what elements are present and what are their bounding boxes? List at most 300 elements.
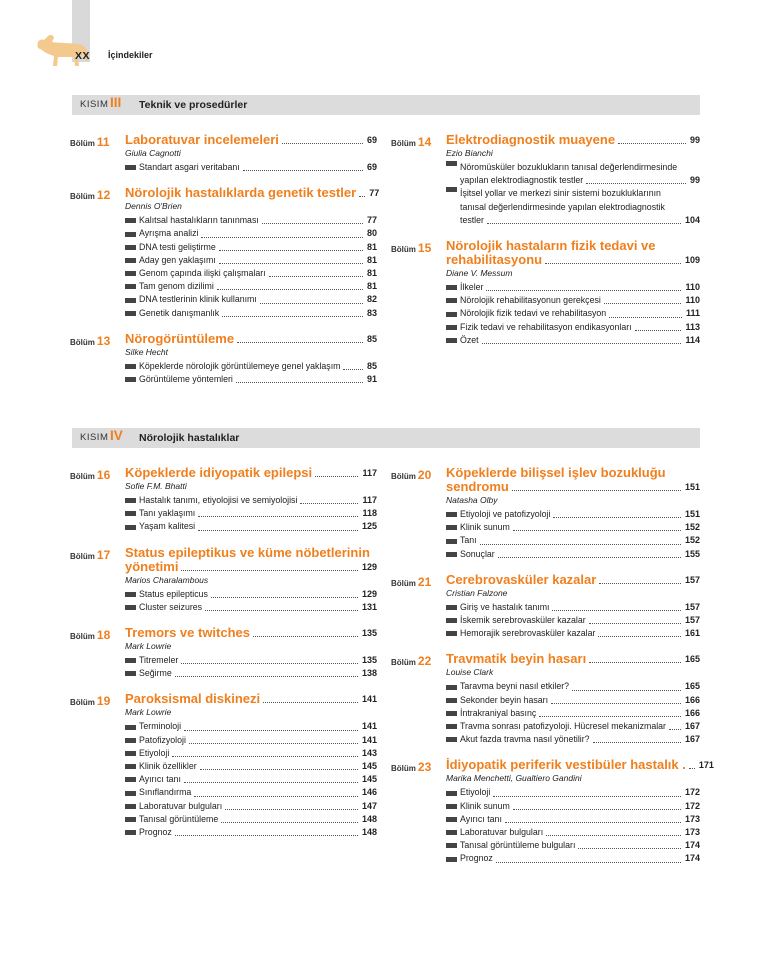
bullet-icon bbox=[125, 525, 136, 530]
entry-text: Patofizyoloji bbox=[139, 734, 186, 745]
entry-page: 166 bbox=[684, 694, 700, 705]
toc-entry bbox=[446, 839, 700, 852]
entry-page: 80 bbox=[366, 228, 377, 239]
chapter-title-text: Paroksismal diskinezi bbox=[125, 691, 261, 707]
leader-dots bbox=[219, 263, 363, 264]
chapter bbox=[391, 757, 714, 865]
entry-page: 155 bbox=[684, 548, 700, 559]
toc-entry bbox=[125, 800, 377, 813]
chapter-page: 151 bbox=[684, 482, 700, 492]
chapter-author: Natasha Olby bbox=[446, 495, 498, 505]
leader-dots bbox=[175, 835, 358, 836]
leader-dots bbox=[593, 742, 681, 743]
chapter-word: Bölüm bbox=[70, 337, 95, 347]
entry-text: Terminoloji bbox=[139, 721, 182, 732]
entry-page: 69 bbox=[366, 162, 377, 172]
chapter-number: 14 bbox=[417, 135, 432, 149]
entry-page: 138 bbox=[361, 668, 377, 679]
part-label: KISIM bbox=[80, 432, 109, 443]
toc-entry bbox=[446, 680, 700, 693]
toc-entry bbox=[125, 588, 377, 601]
leader-dots bbox=[211, 597, 358, 598]
toc-entry bbox=[446, 521, 700, 534]
chapter-number: 23 bbox=[417, 760, 432, 775]
leader-dots bbox=[175, 676, 358, 677]
entry-text: Genetik danışmanlık bbox=[139, 307, 220, 318]
toc-entry bbox=[125, 161, 377, 174]
bullet-icon bbox=[446, 285, 457, 290]
chapter-number: 21 bbox=[417, 574, 432, 589]
entry-text: İskemik serebrovasküler kazalar bbox=[460, 615, 586, 626]
entry-page: 85 bbox=[366, 360, 377, 371]
leader-dots bbox=[194, 796, 358, 797]
entry-page: 172 bbox=[684, 800, 700, 811]
bullet-icon bbox=[125, 218, 136, 223]
entry-text: Giriş ve hastalık tanımı bbox=[460, 601, 550, 612]
chapter-title bbox=[125, 560, 377, 574]
toc-entry bbox=[125, 360, 377, 373]
entry-page: 165 bbox=[684, 681, 700, 692]
chapter-word: Bölüm bbox=[70, 192, 95, 202]
entry-text: Klinik sunum bbox=[460, 800, 510, 811]
leader-dots bbox=[505, 822, 681, 823]
entry-page: 174 bbox=[684, 840, 700, 851]
chapter-title bbox=[446, 573, 700, 587]
entry-page: 81 bbox=[366, 241, 377, 252]
bullet-icon bbox=[125, 817, 136, 822]
toc-entry bbox=[125, 307, 377, 320]
chapter-number: 12 bbox=[96, 188, 111, 203]
chapter-page: 157 bbox=[684, 574, 700, 585]
toc-entry bbox=[125, 760, 377, 773]
chapter-title-text: Köpeklerde idiyopatik epilepsi bbox=[125, 465, 313, 480]
entry-page: 141 bbox=[361, 721, 377, 732]
chapter-page: 171 bbox=[698, 760, 714, 771]
toc-entry bbox=[125, 227, 377, 240]
chapter-page: 129 bbox=[361, 561, 377, 572]
bullet-icon bbox=[446, 698, 457, 703]
chapter-title-text: Nörolojik hastalıklarda genetik testler bbox=[125, 185, 357, 201]
entry-page: 152 bbox=[684, 535, 700, 546]
bullet-icon bbox=[446, 737, 457, 742]
leader-dots bbox=[184, 730, 358, 731]
entry-page: 110 bbox=[685, 282, 700, 293]
chapter-title-text: Cerebrovasküler kazalar bbox=[446, 571, 597, 587]
leader-dots bbox=[546, 835, 681, 836]
chapter-title-text: rehabilitasyonu bbox=[446, 252, 543, 268]
bullet-icon bbox=[125, 232, 136, 237]
entry-page: 173 bbox=[684, 827, 700, 838]
leader-dots bbox=[487, 223, 681, 224]
toc-entry bbox=[446, 852, 700, 865]
entry-page: 77 bbox=[366, 215, 377, 226]
toc-entry bbox=[446, 694, 700, 707]
bullet-icon bbox=[446, 552, 457, 557]
chapter-label bbox=[70, 188, 125, 202]
leader-dots bbox=[221, 822, 358, 823]
chapter-number: 16 bbox=[96, 468, 111, 482]
bullet-icon bbox=[125, 605, 136, 610]
entry-page: 81 bbox=[366, 268, 377, 279]
bullet-icon bbox=[125, 804, 136, 809]
leader-dots bbox=[222, 316, 363, 317]
bullet-icon bbox=[446, 631, 457, 636]
entry-page: 147 bbox=[361, 800, 377, 811]
toc-entry bbox=[446, 187, 700, 227]
chapter-word: Bölüm bbox=[391, 472, 416, 481]
bullet-icon bbox=[125, 498, 136, 503]
entry-page: 157 bbox=[684, 601, 700, 612]
chapter-page: 77 bbox=[369, 188, 380, 199]
entry-text: Tanı bbox=[460, 535, 477, 546]
chapter-page: 109 bbox=[684, 255, 700, 266]
entry-page: 174 bbox=[684, 853, 700, 864]
chapter bbox=[391, 651, 700, 746]
entry-page: 167 bbox=[684, 721, 700, 732]
entry-text: İşitsel yollar ve merkezi sinir sistemi bozukluklarının bbox=[460, 188, 661, 199]
leader-dots bbox=[486, 290, 681, 291]
chapter-author: Mark Lowrie bbox=[125, 707, 172, 718]
leader-dots bbox=[551, 703, 681, 704]
toc-entry bbox=[125, 373, 377, 386]
toc-entry bbox=[446, 281, 700, 294]
entry-page: 117 bbox=[362, 495, 377, 505]
chapter-label bbox=[391, 760, 446, 774]
chapter-author: Sofie F.M. Bhatti bbox=[125, 481, 187, 491]
leader-dots bbox=[480, 544, 681, 545]
part-number: IV bbox=[110, 428, 123, 443]
part-number: III bbox=[110, 95, 122, 110]
toc-entry bbox=[125, 747, 377, 760]
chapter-author: Giulia Cagnotti bbox=[125, 148, 181, 158]
chapter-title-text: Status epileptikus ve küme nöbetlerinin bbox=[125, 544, 370, 560]
entry-text: Ayırıcı tanı bbox=[460, 813, 502, 824]
part-header bbox=[72, 428, 700, 448]
toc-entry bbox=[446, 321, 700, 334]
chapter-word: Bölüm bbox=[391, 764, 416, 774]
chapter-label bbox=[391, 468, 446, 482]
bullet-icon bbox=[446, 187, 457, 192]
chapter bbox=[70, 465, 377, 534]
entry-text: Etiyoloji bbox=[139, 747, 170, 758]
chapter-title-line bbox=[125, 546, 377, 560]
entry-text: Prognoz bbox=[460, 853, 493, 864]
entry-text: Özet bbox=[460, 334, 479, 345]
chapter-author: Diane V. Messum bbox=[446, 268, 513, 279]
entry-text-block bbox=[460, 161, 700, 187]
entry-page: 81 bbox=[366, 254, 377, 265]
dog-logo-icon bbox=[32, 28, 90, 68]
chapter-title bbox=[446, 757, 714, 773]
entry-text: Hemorajik serebrovasküler kazalar bbox=[460, 628, 596, 639]
chapter-title bbox=[446, 133, 700, 147]
entry-page: 166 bbox=[684, 707, 700, 718]
chapter-word: Bölüm bbox=[70, 551, 95, 561]
chapter-word: Bölüm bbox=[391, 658, 416, 668]
bullet-icon bbox=[125, 777, 136, 782]
toc-entry bbox=[446, 294, 700, 307]
chapter-label bbox=[70, 548, 125, 562]
leader-dots bbox=[539, 716, 681, 717]
chapter bbox=[70, 691, 377, 839]
entry-text: Status epilepticus bbox=[139, 588, 208, 599]
chapter-word: Bölüm bbox=[391, 245, 416, 255]
toc-entry bbox=[446, 334, 700, 347]
toc-entry bbox=[446, 508, 700, 521]
toc-entry bbox=[446, 534, 700, 547]
entry-text: Genom çapında ilişki çalışmaları bbox=[139, 268, 266, 279]
chapter-label bbox=[70, 694, 125, 708]
leader-dots bbox=[219, 250, 363, 251]
entry-text: Nörolojik rehabilitasyonun gerekçesi bbox=[460, 295, 601, 306]
bullet-icon bbox=[446, 525, 457, 530]
chapter bbox=[391, 132, 700, 227]
leader-dots bbox=[217, 289, 363, 290]
entry-page: 82 bbox=[366, 294, 377, 305]
entry-text: Tam genom dizilimi bbox=[139, 281, 214, 292]
leader-dots bbox=[635, 330, 682, 331]
toc-entry bbox=[125, 813, 377, 826]
entry-text: yapılan elektrodiagnostik testler bbox=[460, 175, 584, 186]
entry-text: Tanısal görüntüleme bbox=[139, 813, 219, 824]
toc-entry bbox=[446, 707, 700, 720]
leader-dots bbox=[260, 303, 363, 304]
chapter-title-text: Laboratuvar incelemeleri bbox=[125, 132, 279, 147]
leader-dots bbox=[282, 143, 363, 144]
leader-dots bbox=[572, 690, 681, 691]
entry-page: 157 bbox=[684, 615, 700, 626]
entry-page: 113 bbox=[685, 321, 700, 332]
leader-dots bbox=[189, 743, 358, 744]
chapter-label bbox=[391, 654, 446, 668]
bullet-icon bbox=[446, 817, 457, 822]
entry-text: Travma sonrası patofizyoloji. Hücresel mekanizmalar bbox=[460, 721, 666, 732]
chapter-label bbox=[391, 135, 446, 149]
chapter-number: 19 bbox=[96, 694, 111, 709]
entry-text: tanısal değerlendirmesinde yapılan elektrodiagnostik bbox=[460, 201, 665, 212]
leader-dots bbox=[545, 263, 681, 264]
leader-dots bbox=[599, 583, 681, 584]
toc-entry bbox=[125, 280, 377, 293]
part-title: Nörolojik hastalıklar bbox=[139, 432, 240, 444]
leader-dots bbox=[205, 610, 358, 611]
leader-dots bbox=[237, 342, 363, 343]
entry-text: Yaşam kalitesi bbox=[139, 521, 196, 532]
chapter-label bbox=[70, 468, 125, 482]
leader-dots bbox=[225, 809, 358, 810]
bullet-icon bbox=[125, 830, 136, 835]
entry-text: Aday gen yaklaşımı bbox=[139, 254, 216, 265]
chapter-word: Bölüm bbox=[391, 578, 416, 588]
entry-text: Standart asgari veritabanı bbox=[139, 162, 240, 172]
entry-last-line bbox=[460, 174, 700, 187]
entry-text: Sekonder beyin hasarı bbox=[460, 694, 549, 705]
entry-page: 111 bbox=[685, 308, 700, 319]
leader-dots bbox=[343, 369, 363, 370]
leader-dots bbox=[262, 223, 363, 224]
leader-dots bbox=[243, 170, 363, 171]
entry-page: 118 bbox=[362, 508, 377, 519]
leader-dots bbox=[512, 490, 681, 491]
part-label: KISIM bbox=[80, 99, 109, 110]
leader-dots bbox=[181, 663, 358, 664]
toc-entry bbox=[125, 734, 377, 747]
chapter-word: Bölüm bbox=[70, 632, 95, 642]
bullet-icon bbox=[446, 338, 457, 343]
entry-page: 135 bbox=[361, 655, 377, 666]
leader-dots bbox=[589, 623, 681, 624]
chapter-page: 165 bbox=[684, 654, 700, 665]
entry-page: 152 bbox=[684, 522, 700, 533]
leader-dots bbox=[300, 503, 358, 504]
bullet-icon bbox=[125, 311, 136, 316]
toc-entry bbox=[446, 161, 700, 187]
entry-page: 148 bbox=[361, 813, 377, 824]
bullet-icon bbox=[125, 245, 136, 250]
entry-page: 145 bbox=[361, 761, 377, 772]
entry-text: testler bbox=[460, 214, 484, 225]
leader-dots bbox=[359, 196, 365, 197]
entry-page: 83 bbox=[366, 307, 377, 318]
chapter-word: Bölüm bbox=[70, 698, 95, 708]
toc-entry bbox=[125, 786, 377, 799]
chapter-title bbox=[125, 133, 377, 147]
entry-text: Etiyoloji bbox=[460, 787, 491, 798]
leader-dots bbox=[200, 769, 358, 770]
chapter-title-text: yönetimi bbox=[125, 558, 179, 574]
chapter bbox=[391, 238, 700, 347]
entry-text: Kalıtsal hastalıkların tanınması bbox=[139, 215, 259, 226]
toc-column-right bbox=[391, 465, 714, 878]
chapter-title-line bbox=[446, 239, 700, 253]
chapter bbox=[391, 571, 700, 641]
toc-entry bbox=[125, 214, 377, 227]
chapter-label bbox=[391, 241, 446, 255]
entry-page: 141 bbox=[361, 734, 377, 745]
chapter-title bbox=[125, 332, 377, 346]
entry-text-block bbox=[460, 187, 700, 227]
leader-dots bbox=[618, 143, 686, 144]
toc-column-right bbox=[391, 132, 700, 359]
entry-text: Tanısal görüntüleme bulguları bbox=[460, 840, 576, 851]
toc-column-left bbox=[70, 465, 377, 851]
entry-text: DNA testi geliştirme bbox=[139, 241, 216, 252]
bullet-icon bbox=[125, 791, 136, 796]
entry-page: 81 bbox=[366, 281, 377, 292]
bullet-icon bbox=[125, 592, 136, 597]
chapter-title bbox=[446, 253, 700, 267]
entry-text: Hastalık tanımı, etiyolojisi ve semiyolojisi bbox=[139, 495, 298, 505]
bullet-icon bbox=[446, 804, 457, 809]
toc-column-left bbox=[70, 132, 380, 398]
bullet-icon bbox=[125, 511, 136, 516]
bullet-icon bbox=[125, 658, 136, 663]
bullet-icon bbox=[125, 671, 136, 676]
entry-text: Taravma beyni nasıl etkiler? bbox=[460, 681, 570, 692]
leader-dots bbox=[184, 782, 358, 783]
toc-entry bbox=[125, 254, 377, 267]
entry-text: Ayrışma analizi bbox=[139, 228, 199, 239]
entry-page: 145 bbox=[361, 774, 377, 785]
bullet-icon bbox=[446, 312, 457, 317]
toc-entry bbox=[125, 826, 377, 839]
chapter bbox=[70, 625, 377, 680]
leader-dots bbox=[172, 756, 358, 757]
bullet-icon bbox=[446, 857, 457, 862]
leader-dots bbox=[496, 862, 681, 863]
leader-dots bbox=[198, 516, 358, 517]
toc-entry bbox=[446, 720, 700, 733]
entry-text: Köpeklerde nörolojik görüntülemeye genel yaklaşım bbox=[139, 360, 341, 371]
chapter bbox=[70, 330, 377, 386]
chapter-title-text: Travmatik beyin hasarı bbox=[446, 651, 587, 667]
leader-dots bbox=[181, 570, 358, 571]
chapter-word: Bölüm bbox=[70, 472, 95, 481]
bullet-icon bbox=[125, 165, 136, 170]
page-number: XX bbox=[75, 50, 91, 62]
entry-page: 114 bbox=[685, 334, 700, 345]
entry-page: 173 bbox=[684, 813, 700, 824]
toc-entry bbox=[125, 267, 377, 280]
bullet-icon bbox=[446, 605, 457, 610]
entry-page: 99 bbox=[689, 175, 700, 186]
entry-text: Nöromüsküler bozuklukların tanısal değerlendirmesinde bbox=[460, 162, 678, 172]
entry-last-line bbox=[460, 214, 700, 227]
chapter-word: Bölüm bbox=[70, 139, 95, 148]
leader-dots bbox=[553, 517, 681, 518]
leader-dots bbox=[482, 343, 682, 344]
bullet-icon bbox=[125, 364, 136, 369]
chapter-label bbox=[70, 334, 125, 348]
leader-dots bbox=[589, 662, 681, 663]
chapter-author: Dennis O'Brien bbox=[125, 201, 182, 212]
leader-dots bbox=[498, 557, 681, 558]
leader-dots bbox=[198, 530, 358, 531]
chapter-page: 85 bbox=[366, 333, 377, 344]
chapter-author: Cristian Falzone bbox=[446, 587, 508, 598]
toc-entry bbox=[125, 494, 377, 507]
leader-dots bbox=[513, 530, 681, 531]
toc-entry bbox=[125, 667, 377, 680]
leader-dots bbox=[269, 276, 363, 277]
entry-text: Cluster seizures bbox=[139, 601, 203, 612]
chapter-author: Silke Hecht bbox=[125, 346, 168, 357]
entry-text: Ayırıcı tanı bbox=[139, 774, 181, 785]
entry-text: DNA testlerinin klinik kullanımı bbox=[139, 294, 257, 305]
chapter-title bbox=[446, 480, 700, 494]
chapter-title bbox=[446, 652, 700, 666]
leader-dots bbox=[609, 317, 682, 318]
entry-text: Fizik tedavi ve rehabilitasyon endikasyonları bbox=[460, 321, 632, 332]
entry-text: İlkeler bbox=[460, 282, 484, 293]
bullet-icon bbox=[446, 830, 457, 835]
chapter-title bbox=[125, 692, 377, 706]
bullet-icon bbox=[446, 843, 457, 848]
entry-text: Nörolojik fizik tedavi ve rehabilitasyon bbox=[460, 308, 607, 319]
running-head: İçindekiler bbox=[108, 50, 153, 60]
bullet-icon bbox=[446, 325, 457, 330]
leader-dots bbox=[201, 237, 363, 238]
chapter-author: Louise Clark bbox=[446, 667, 494, 678]
bullet-icon bbox=[446, 724, 457, 729]
entry-text: Laboratuvar bulguları bbox=[139, 800, 223, 811]
chapter-page: 141 bbox=[361, 694, 377, 705]
bullet-icon bbox=[125, 725, 136, 730]
bullet-icon bbox=[446, 711, 457, 716]
entry-text: Titremeler bbox=[139, 655, 179, 666]
bullet-icon bbox=[446, 791, 457, 796]
chapter-author: Mark Lowrie bbox=[125, 641, 172, 652]
